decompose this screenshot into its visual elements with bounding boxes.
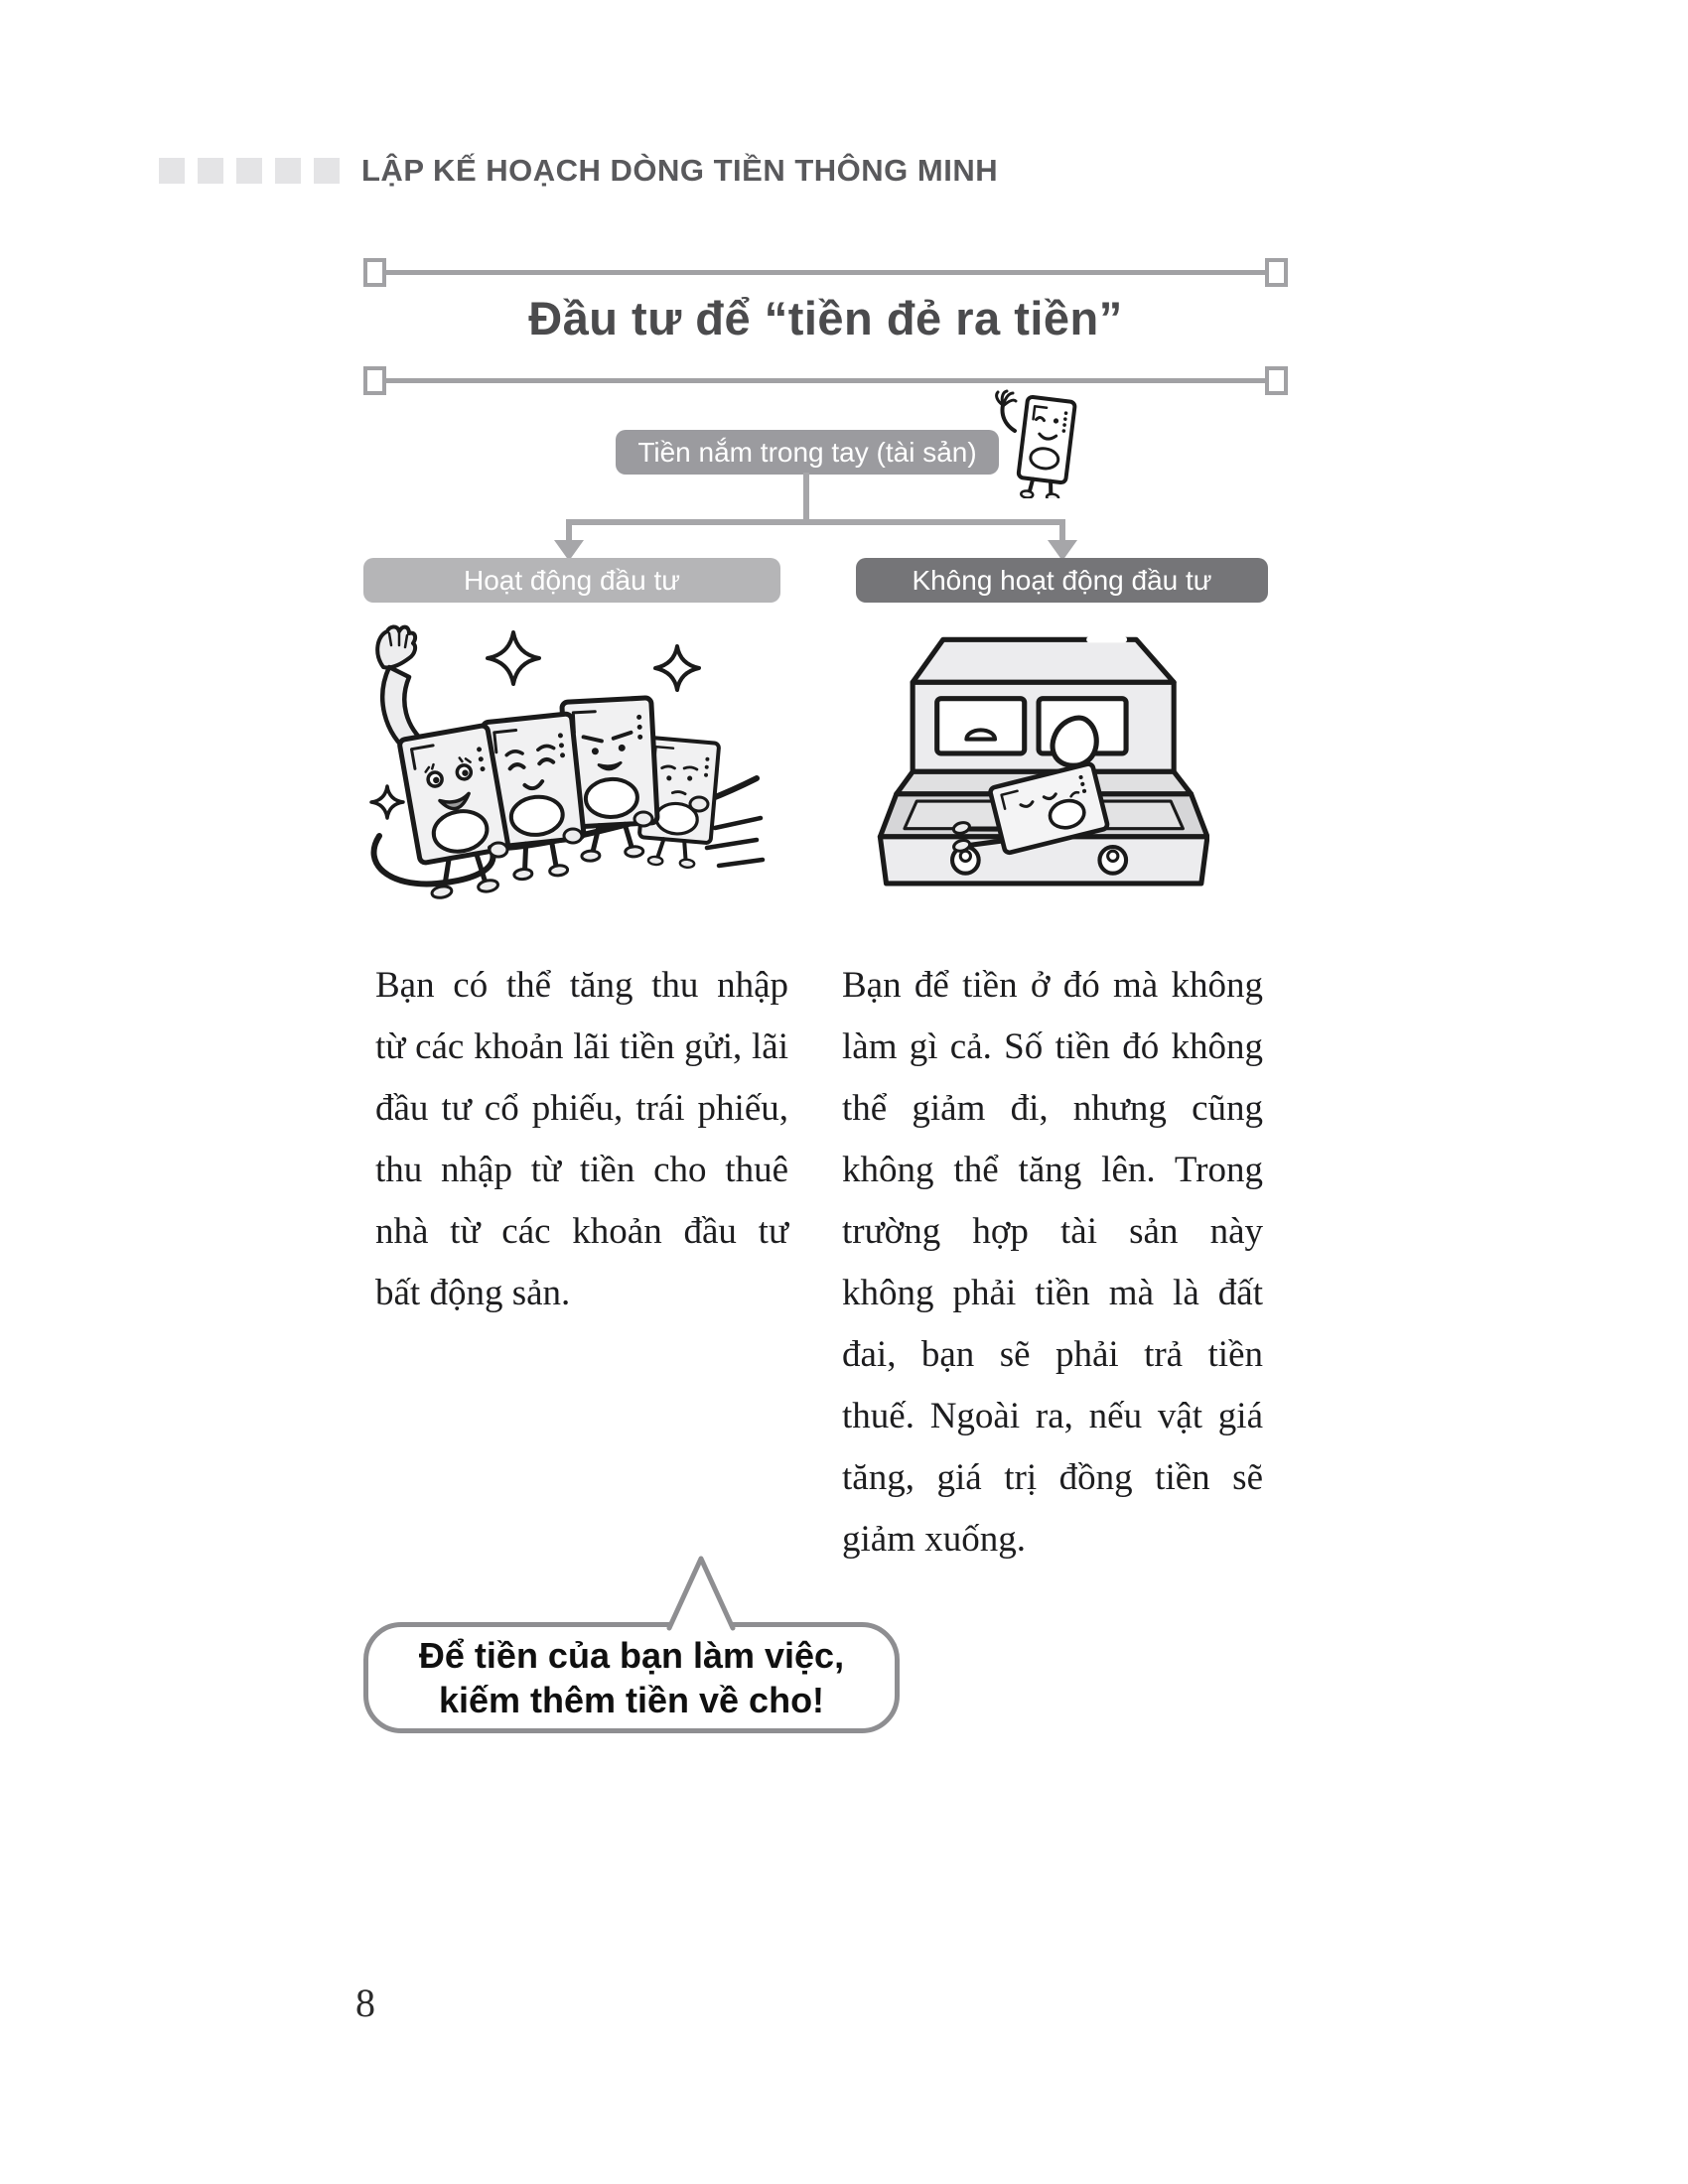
text-line: trường hợp tài sản này: [842, 1211, 1263, 1252]
text-line: bất động sản.: [375, 1273, 571, 1313]
decoration-square-icon: [159, 158, 185, 184]
text-line: từ các khoản lãi tiền gửi, lãi: [375, 1026, 788, 1067]
running-head-title: LẬP KẾ HOẠCH DÒNG TIỀN THÔNG MINH: [361, 153, 999, 188]
flowchart-root-box: Tiền nắm trong tay (tài sản): [616, 430, 999, 475]
text-line: thể giảm đi, nhưng cũng: [842, 1088, 1263, 1129]
rule-line: [385, 378, 1266, 383]
text-line: đầu tư cổ phiếu, trái phiếu,: [375, 1088, 788, 1129]
text-line: đai, bạn sẽ phải trả tiền: [842, 1334, 1263, 1375]
text-line: Bạn để tiền ở đó mà không: [842, 965, 1263, 1006]
rule-end-square-icon: [1265, 366, 1288, 395]
text-line: kiếm thêm tiền về cho!: [438, 1680, 825, 1720]
body-column-left: [375, 955, 788, 1324]
rule-end-square-icon: [363, 258, 386, 287]
rule-line: [385, 270, 1266, 275]
waving-banknote-icon: [989, 389, 1088, 498]
title-rule-top: [363, 258, 1288, 286]
section-title: Đầu tư để “tiền đẻ ra tiền”: [528, 292, 1123, 344]
rule-end-square-icon: [1265, 258, 1288, 287]
decoration-square-icon: [198, 158, 223, 184]
header-decoration-squares: [159, 158, 340, 184]
banknote-sleeping-in-drawer-illustration: [864, 617, 1209, 895]
text-line: làm gì cả. Số tiền đó không: [842, 1026, 1263, 1067]
text-line: thuế. Ngoài ra, nếu vật giá: [842, 1396, 1263, 1436]
text-line: không thể tăng lên. Trong: [842, 1150, 1263, 1190]
decoration-square-icon: [236, 158, 262, 184]
callout-pointer-icon: [661, 1555, 741, 1632]
flowchart-connector-stub: [566, 519, 572, 542]
text-line: không phải tiền mà là đất: [842, 1273, 1263, 1313]
callout-bubble: [363, 1622, 900, 1733]
page-number: 8: [355, 1980, 375, 2025]
text-line: thu nhập từ tiền cho thuê: [375, 1150, 788, 1190]
title-rule-bottom: [363, 366, 1288, 394]
body-column-right: [842, 955, 1263, 1570]
flowchart-connector-horizontal: [566, 519, 1065, 525]
text-line: giảm xuống.: [842, 1519, 1026, 1560]
flowchart-connector-vertical: [803, 473, 809, 521]
decoration-square-icon: [275, 158, 301, 184]
decoration-square-icon: [314, 158, 340, 184]
running-money-characters-illustration: [348, 623, 769, 911]
text-line: tăng, giá trị đồng tiền sẽ: [842, 1457, 1263, 1498]
text-line: Để tiền của bạn làm việc,: [418, 1635, 845, 1676]
flowchart-connector-stub: [1059, 519, 1065, 542]
page-header: [159, 153, 998, 189]
text-line: nhà từ các khoản đầu tư: [375, 1211, 788, 1252]
flowchart-branch-investing: Hoạt động đầu tư: [363, 558, 780, 603]
flowchart-branch-not-investing: Không hoạt động đầu tư: [856, 558, 1268, 603]
text-line: Bạn có thể tăng thu nhập: [375, 965, 788, 1006]
rule-end-square-icon: [363, 366, 386, 395]
